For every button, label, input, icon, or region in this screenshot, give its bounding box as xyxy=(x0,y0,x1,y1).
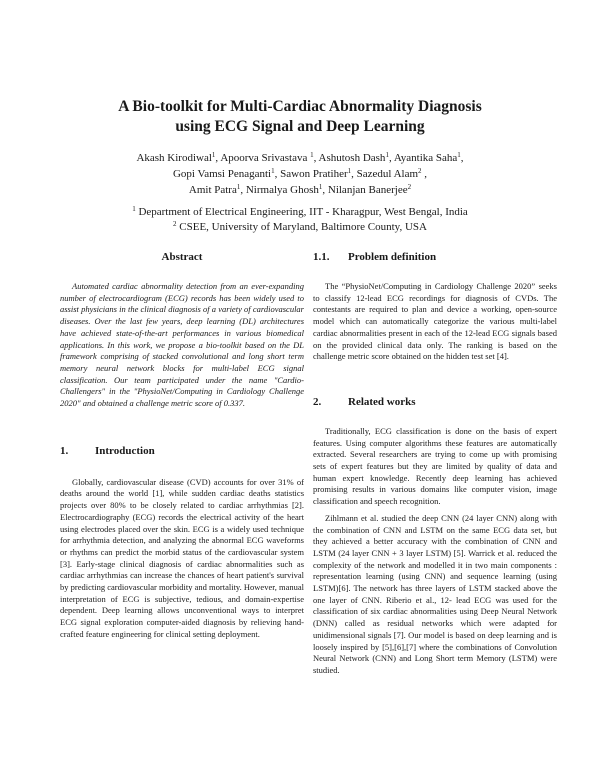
author-name: , Nirmalya Ghosh xyxy=(240,184,319,196)
author-name: , Nilanjan Banerjee xyxy=(322,184,408,196)
affiliation-text: CSEE, University of Maryland, Baltimore County, USA xyxy=(176,221,427,233)
author-sup: 1 xyxy=(347,167,352,175)
affiliation-line xyxy=(60,205,540,220)
author-name: Amit Patra xyxy=(188,184,237,196)
affiliation-sup: 1 xyxy=(132,205,136,213)
author-name: , Sazedul Alam xyxy=(351,168,419,180)
section-number: 1.1. xyxy=(313,251,330,263)
author-name: Akash Kirodiwal xyxy=(136,152,212,164)
author-sup: 1 xyxy=(236,183,241,191)
author-sup: 1 xyxy=(310,151,314,159)
author-sup: 1 xyxy=(385,151,389,159)
right-column xyxy=(313,250,557,677)
title-line: using ECG Signal and Deep Learning xyxy=(175,118,425,135)
section-title: Introduction xyxy=(95,444,155,457)
section-number: 2. xyxy=(313,395,322,408)
paper-title xyxy=(60,97,540,137)
related-works-heading xyxy=(313,395,557,409)
author-line xyxy=(60,166,540,182)
section-title: Problem definition xyxy=(348,251,437,263)
left-column xyxy=(60,250,304,641)
author-sup: 1 xyxy=(271,167,275,175)
author-name: , xyxy=(421,168,428,180)
problem-definition-paragraph: The “PhysioNet/Computing in Cardiology Challenge 2020” seeks to classify 12-lead ECG recordings for diagnosis of CVDs. The contestants are required to plan and device a working, open-source model which can automatically categorize the various multi-label cardiac abnormalities present in each of the 12-lead ECG signals based on the provided clinical data only. The ranking is based on the challenge metric score obtained on the hidden test set [4]. xyxy=(313,281,557,362)
abstract-text: Automated cardiac abnormality detection from an ever-expanding number of electrocardiogram (ECG) records has been widely used to assist physicians in the clinical diagnosis of a variety of cardiovascular diseases. Over the last few years, deep learning (DL) architectures have achieved state-of-the-art performances in various biomedical applications. In this work, we propose a bio-toolkit based on the DL framework comprising of stacked convolutional and long short term memory neural network blocks for multi-label ECG signal classification. Our team participated under the name "Cardio-Challengers" in the "PhysioNet/Computing in Cardiology Challenge 2020" and obtained a challenge metric score of 0.337. xyxy=(60,281,304,409)
author-name: , Sawon Pratiher xyxy=(274,168,348,180)
title-line: A Bio-toolkit for Multi-Cardiac Abnormality Diagnosis xyxy=(118,98,482,115)
author-line xyxy=(60,182,540,198)
author-sup: 2 xyxy=(418,167,422,175)
author-sup: 1 xyxy=(457,151,461,159)
affiliation-sup: 2 xyxy=(173,220,177,228)
author-name: , Ashutosh Dash xyxy=(313,152,386,164)
author-name: , xyxy=(460,152,464,164)
author-sup: 1 xyxy=(318,183,323,191)
abstract-heading: Abstract xyxy=(161,251,203,263)
author-sup: 2 xyxy=(407,183,412,191)
section-number: 1. xyxy=(60,444,69,457)
affiliation-text: Department of Electrical Engineering, IIT - Kharagpur, West Bengal, India xyxy=(135,206,468,218)
introduction-paragraph: Globally, cardiovascular disease (CVD) accounts for over 31% of deaths around the world [1], while sudden cardiac deaths statistics projects over 80% to be closely related to cardiac arrhythmias [2]. Electrocardiography (ECG) records the electrical activity of the heart using electrodes placed over the skin. ECG is a widely used technique for arrhythmia detection, and analyzing the abnormal ECG waveforms or rhythms can predict the morbid status of the cardiovascular system [3]. Early-stage clinical diagnosis of cardiac abnormalities such as cardiac arrhythmias can increase the chances of heart patient's survival by predicting cardiovascular morbidity and mortality. However, manual interpretation of ECG is subjective, tedious, and domain-expertise dependent. Deep learning allows unconventional ways to interpret ECG signal exploration computer-aided diagnosis by relieving hand-crafted feature engineering for clinical setting deployment. xyxy=(60,476,304,639)
affiliations xyxy=(60,205,540,235)
section-title: Related works xyxy=(348,395,416,408)
related-works-paragraph: Traditionally, ECG classification is done on the basis of expert features. Using computer algorithms these features are automatically extracted. Several researchers are trying to come up with promising sets of expert features but they are limited by quality of data and human expert knowledge. Recently deep learning has achieved promising results in various domains like computer vision, image classification and speech recognition. xyxy=(313,425,557,507)
affiliation-line xyxy=(60,220,540,235)
problem-definition-heading xyxy=(313,250,557,264)
introduction-heading xyxy=(60,444,304,458)
related-works-paragraph: Zihlmann et al. studied the deep CNN (24 layer CNN) along with the combination of CNN and LSTM on the same ECG data set, but they achieved a better accuracy with the combination of CNN and LSTM (24 layer CNN + 3 layer LSTM) [5]. Warrick et al. reduced the complexity of the network and modelled it in two main components : representation learning (using CNN) and sequence learning (using LSTM)[6]. The network has three layers of LSTM stacked above the one layer of CNN. Riberio et al., 12- lead ECG was used for the classification of six cardiac abnormalities using Deep Neural Network (DNN) called as residual networks which were adapted for unidimensional signals [7]. Our model is based on deep learning and is loosely inspired by [5],[6],[7] where the combinations of Convolution Neural Network (CNN) and Long Short term Memory (LSTM) were studied. xyxy=(313,512,557,675)
author-name: , Apoorva Srivastava xyxy=(215,152,311,164)
author-list xyxy=(60,150,540,198)
author-name: Gopi Vamsi Penaganti xyxy=(172,168,272,180)
author-line xyxy=(60,150,540,166)
author-name: , Ayantika Saha xyxy=(388,152,458,164)
author-sup: 1 xyxy=(211,151,216,159)
